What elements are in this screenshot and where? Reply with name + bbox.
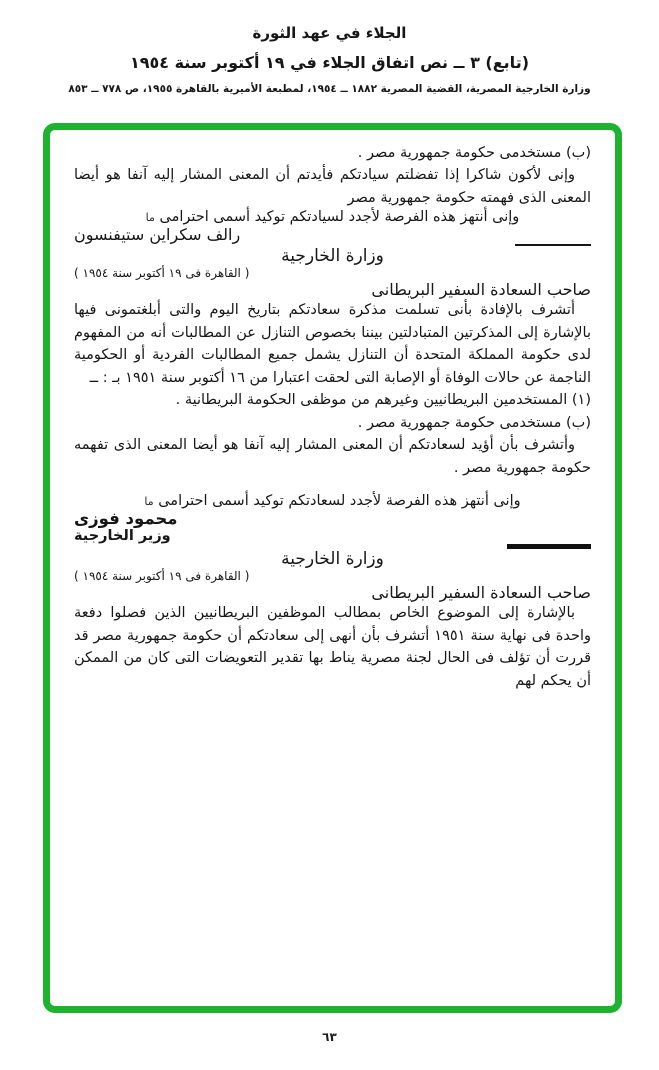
letter2-paragraph2: وأتشرف بأن أؤيد لسعادتكم أن المعنى المشار إليه آنفا هو أيضا المعنى الذى تفهمه حكومة جمهورية مصر . bbox=[74, 437, 591, 476]
letter3-ministry-heading: وزارة الخارجية bbox=[281, 549, 384, 570]
letter1-signature: رالف سكراين ستيفنسون bbox=[74, 225, 241, 245]
page-header bbox=[0, 0, 659, 95]
document-frame bbox=[43, 123, 622, 1013]
letter2-item-b: (ب) مستخدمى حكومة جمهورية مصر . bbox=[357, 414, 591, 431]
letter1-closing-mark: ما bbox=[145, 211, 155, 225]
letter1-closing-text: وإنى أنتهز هذه الفرصة لأجدد لسيادتكم توكيد أسمى احترامى bbox=[159, 209, 520, 226]
letter2-dateline: ( القاهرة فى ١٩ أكتوبر سنة ١٩٥٤ ) bbox=[74, 266, 250, 281]
letter3-dateline: ( القاهرة فى ١٩ أكتوبر سنة ١٩٥٤ ) bbox=[74, 569, 250, 584]
letter2-ministry-heading: وزارة الخارجية bbox=[281, 246, 384, 267]
letter1-closing bbox=[74, 209, 591, 225]
letter3-paragraph1: بالإشارة إلى الموضوع الخاص بمطالب الموظفين البريطانيين الذين فصلوا دفعة واحدة فى نهاية سنة ١٩٥١ أتشرف بأن أنهى إلى سعادتكم أن حكومة جمهورية مصر قد قررت أن تؤلف فى الحال لجنة مصرية يناط بها تقدير التعويضات التى كان من الممكن أن يحكم لهم bbox=[74, 605, 591, 689]
letter1-body-paragraph: وإنى لأكون شاكرا إذا تفضلتم سيادتكم فأيدتم أن المعنى المشار إليه آنفا هو أيضا المعنى الذى فهمته حكومة جمهورية مصر bbox=[74, 167, 591, 206]
letter2-signature-title: وزير الخارجية bbox=[74, 528, 171, 545]
letter2 bbox=[74, 246, 591, 544]
letter1 bbox=[74, 142, 591, 244]
letter2-paragraph1: أتشرف بالإفادة بأنى تسلمت مذكرة سعادتكم بتاريخ اليوم والتى أبلغتمونى فيها بالإشارة إلى المذكرتين المتبادلتين بيننا بخصوص التنازل عن المطالبات أنه من المفهوم لدى حكومة المملكة المتحدة أن التنازل يشمل جميع المطالبات الفردية أو الحكومية الناجمة عن حالات الوفاة أو الإصابة التى لحقت اعتبارا من ١٦ أكتوبر سنة ١٩٥١ بـ : ــ bbox=[74, 302, 591, 386]
page-subtitle: (تابع) ٣ ــ نص اتفاق الجلاء في ١٩ أكتوبر سنة ١٩٥٤ bbox=[129, 53, 530, 72]
letter2-closing-text: وإنى أنتهز هذه الفرصة لأجدد لسعادتكم توكيد أسمى احترامى bbox=[158, 493, 521, 510]
letter3-salutation: صاحب السعادة السفير البريطانى bbox=[371, 583, 591, 603]
letter2-item-1: (١) المستخدمين البريطانيين وغيرهم من موظفى الحكومة البريطانية . bbox=[175, 392, 591, 409]
page-title: الجلاء في عهد الثورة bbox=[252, 24, 407, 42]
letter2-salutation: صاحب السعادة السفير البريطانى bbox=[371, 280, 591, 300]
letter2-closing bbox=[74, 493, 591, 509]
source-citation: وزارة الخارجية المصرية، القضية المصرية ١٨٨٢ ــ ١٩٥٤، لمطبعة الأميرية بالقاهرة ١٩٥٥، ص ٧٧٨ ــ ٨٥٣ bbox=[68, 83, 591, 95]
letter1-item-b: (ب) مستخدمى حكومة جمهورية مصر . bbox=[357, 145, 591, 161]
letter2-signature: محمود فوزى bbox=[74, 509, 178, 529]
letter3 bbox=[74, 549, 591, 692]
letter2-closing-mark: ما bbox=[144, 495, 154, 509]
page-number: ٦٣ bbox=[322, 1030, 337, 1044]
